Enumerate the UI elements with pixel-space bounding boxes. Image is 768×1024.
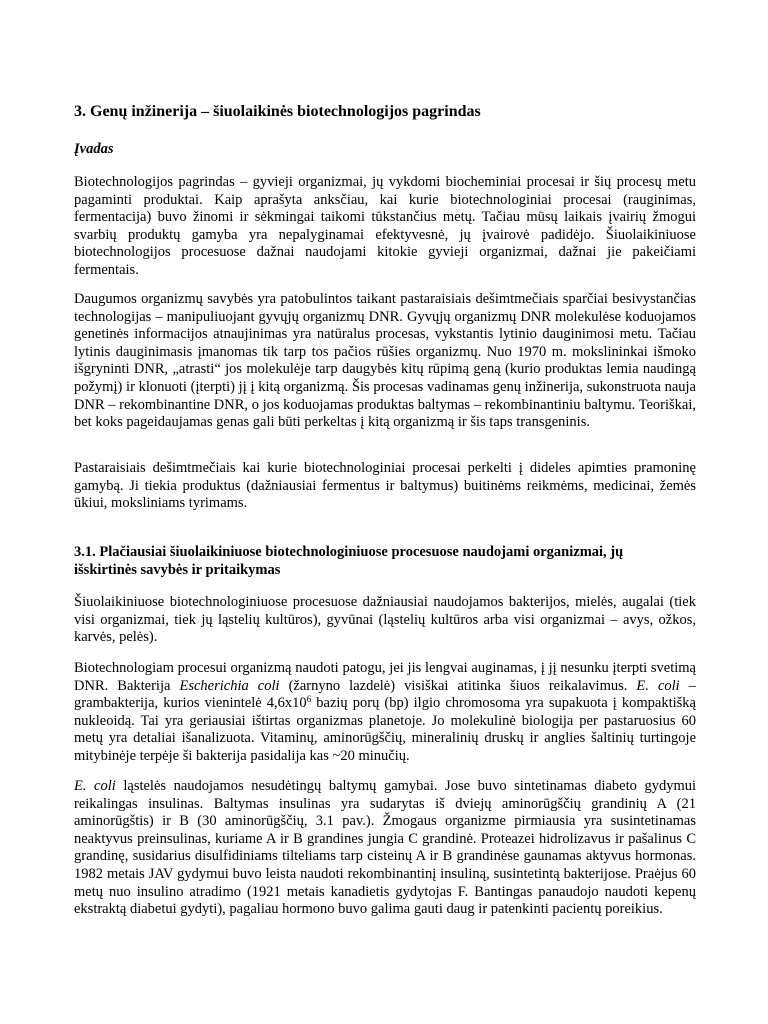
species-name-e-coli: E. coli xyxy=(636,677,680,694)
paragraph-1: Biotechnologijos pagrindas – gyvieji organizmai, jų vykdomi biocheminiai procesai ir šių procesų metu pagaminti produktai. Kaip aprašyta anksčiau, kai kurie biotechnologiniai procesai (rauginimas, fermentacija) buvo žinomi ir sėkmingai taikomi tūkstančius metų. Tačiau mūsų laikais įvairių žmogui svarbių produktų gamyba yra nepalyginamai efektyvesnė, jų įvairovė padidėjo. Šiuolaikiniuose biotechnologijos procesuose dažnai naudojami kitokie gyvieji organizmai, dažnai jie pakeičiami fermentais. xyxy=(74,174,696,278)
p6-text-b: ląstelės naudojamos nesudėtingų baltymų gamybai. Jose buvo sintetinamas diabeto gydymui reikalingas insulinas. Baltymas insulinas yra sudarytas iš dviejų aminorūgščių grandinių A (21 aminorūgštis) ir B (30 aminorūgščių, 3.1 pav.). Žmogaus organizme pirmiausia yra susintetinamas neaktyvus preinsulinas, kuriame A ir B grandines jungia C grandinė. Proteazei hidrolizavus ir pašalinus C grandinę, susidarius disulfidiniams tilteliams tarp cisteinų A ir B grandinėse gaunamas aktyvus hormonas. 1982 metais JAV gydymui buvo leista naudoti rekombinantinį insuliną, susintetintą bakterijose. Praėjus 60 metų nuo insulino atradimo (1921 metais kanadietis gydytojas F. Bantingas panaudojo naudoti kepenų ekstraktą diabetui gydyti), pagaliau hormono buvo galima gauti daug ir patenkinti pacientų poreikius. xyxy=(74,778,696,918)
p5-text-a: Biotechnologiam procesui organizmą naudoti patogu, jei jis lengvai auginamas, į jį nesunku įterpti svetimą DNR. Bakterija xyxy=(74,660,696,694)
species-name-escherichia-coli: Escherichia coli xyxy=(179,677,280,694)
paragraph-5 xyxy=(74,660,696,766)
species-name-e-coli: E. coli xyxy=(74,778,116,794)
chapter-title: 3. Genų inžinerija – šiuolaikinės biotechnologijos pagrindas xyxy=(74,103,481,120)
p5-text-g: bazių porų (bp) ilgio chromosoma yra supakuota į kompaktišką nukleoidą. Tai yra geriausiai ištirtas organizmas planetoje. Jo molekulinė biologija per pastaruosius 60 metų yra detaliai išanalizuota. Vitaminų, aminorūgščių, mineralinių druskų ir anglies šaltinių turtingoje mitybinėje terpėje ši bakterija pasidalija kas ~20 minučių. xyxy=(74,695,696,764)
section-title: 3.1. Plačiausiai šiuolaikiniuose biotechnologiniuose procesuose naudojami organizmai, jų išskirtinės savybės ir pritaikymas xyxy=(74,544,624,578)
paragraph-4: Šiuolaikiniuose biotechnologiniuose procesuose dažniausiai naudojamos bakterijos, mielės, augalai (tiek visi organizmai, tiek jų ląstelių kultūros), gyvūnai (ląstelių kultūros arba visi organizmai – avys, ožkos, karvės, pelės). xyxy=(74,594,696,646)
paragraph-2: Daugumos organizmų savybės yra patobulintos taikant pastaraisiais dešimtmečiais sparčiai besivystančias technologijas – manipuliuojant gyvųjų organizmų DNR. Gyvųjų organizmų DNR molekulėse koduojamos genetinės informacijos atnaujinimas yra natūralus procesas, vykstantis lytinio dauginimosi metu. Tačiau lytinis dauginimasis įmanomas tik tarp tos pačios rūšies organizmų. Nuo 1970 m. mokslininkai išmoko išgryninti DNR, „atrasti“ jos molekulėje tarp daugybės kitų rūpimą geną (kurio produktas lemia naudingą požymį) ir klonuoti (įterpti) jį į kitą organizmą. Šis procesas vadinamas genų inžinerija, sukonstruota nauja DNR – rekombinantine DNR, o jos koduojamas produktas baltymas – rekombinantiniu baltymu. Teoriškai, bet koks pageidaujamas genas gali būti perkeltas į kitą organizmą ir šis taps transgeninis. xyxy=(74,291,696,431)
p5-text-c: (žarnyno lazdelė) visiškai atitinka šiuos reikalavimus. xyxy=(279,677,637,694)
exponent: 6 xyxy=(306,694,312,705)
paragraph-6 xyxy=(74,778,696,919)
intro-heading: Įvadas xyxy=(74,141,114,157)
paragraph-3: Pastaraisiais dešimtmečiais kai kurie biotechnologiniai procesai perkelti į dideles apimties pramoninę gamybą. Ji tiekia produktus (dažniausiai fermentus ir baltymus) buitinėms reikmėms, medicinai, žemės ūkiui, moksliniams tyrimams. xyxy=(74,460,696,512)
p5-text-e: – grambakterija, kurios vienintelė 4,6x10 xyxy=(74,677,696,712)
